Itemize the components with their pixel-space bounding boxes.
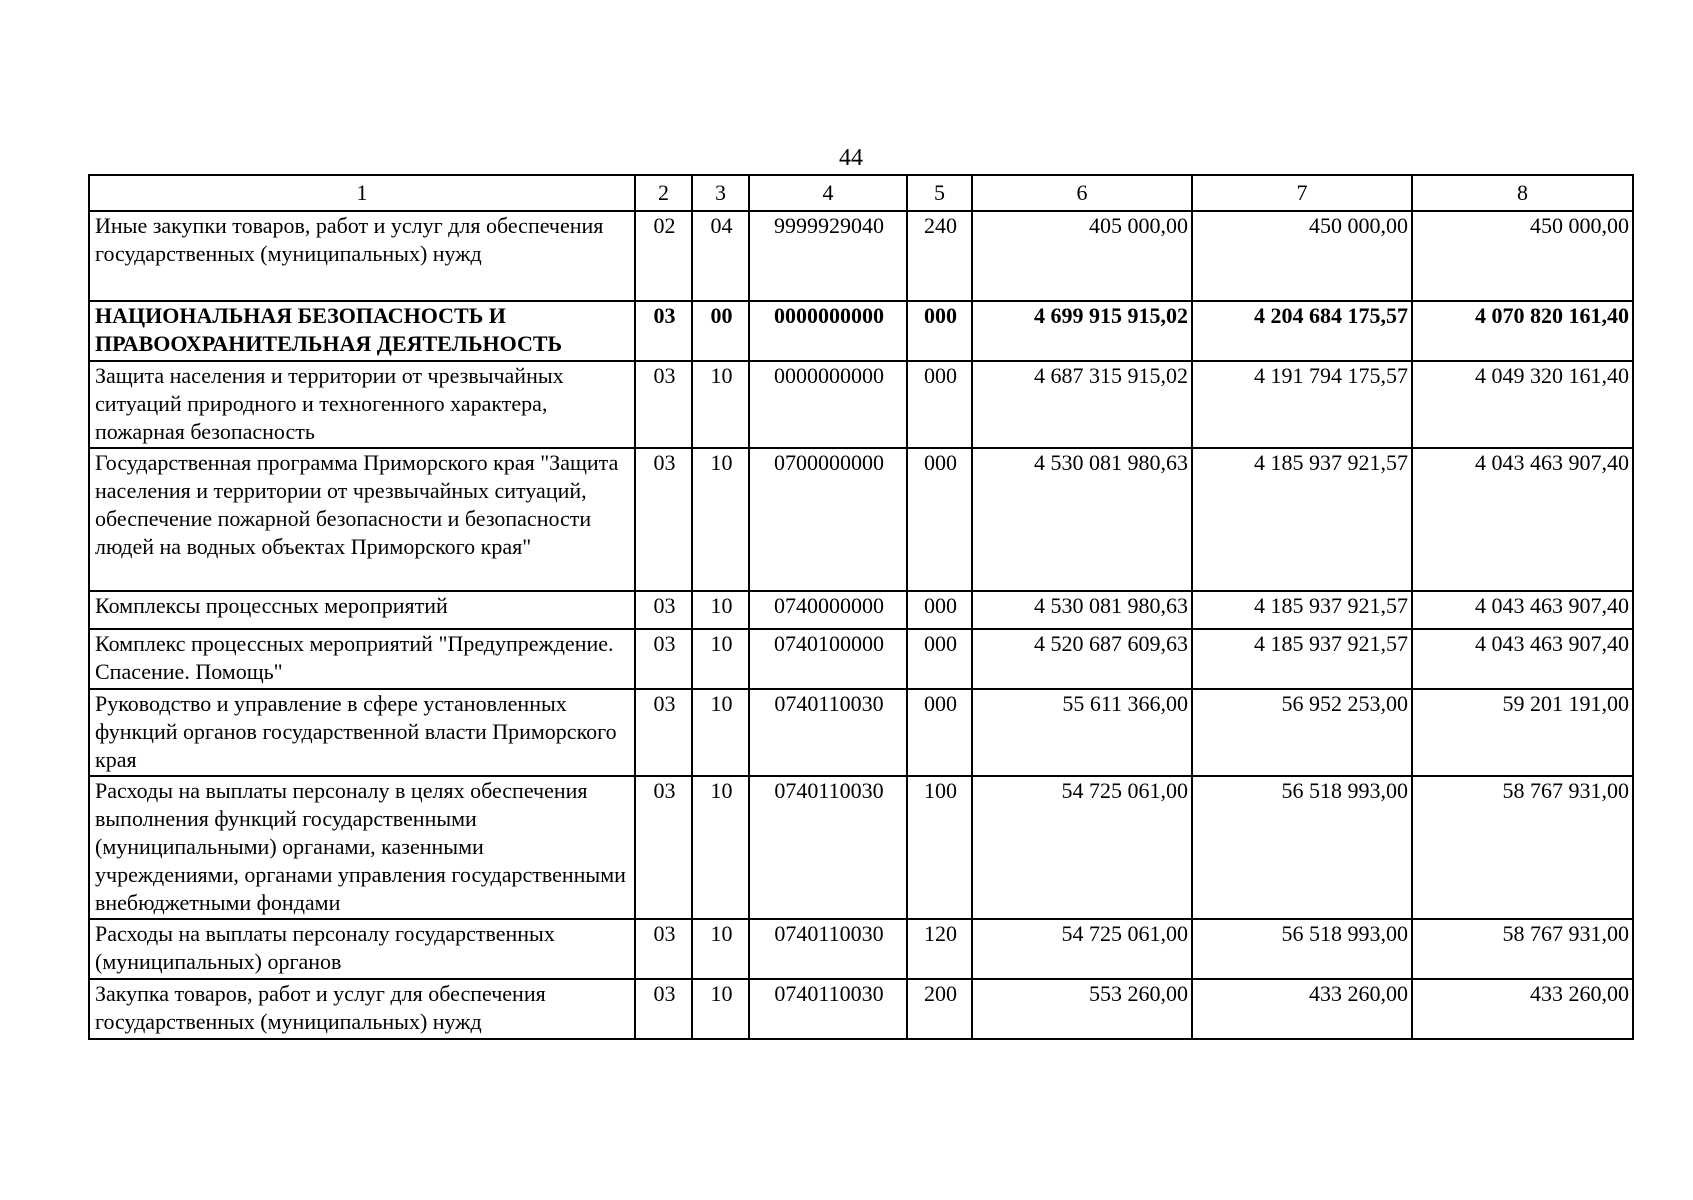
amount-year-2: 4 191 794 175,57: [1192, 361, 1412, 448]
expense-type-code: 000: [907, 448, 972, 591]
amount-year-2: 56 518 993,00: [1192, 776, 1412, 919]
target-item-code: 0740000000: [749, 591, 907, 629]
amount-year-2: 4 204 684 175,57: [1192, 301, 1412, 361]
column-number: 8: [1412, 175, 1633, 211]
amount-year-2: 4 185 937 921,57: [1192, 591, 1412, 629]
amount-year-1: 55 611 366,00: [972, 689, 1192, 776]
column-number: 6: [972, 175, 1192, 211]
expense-type-code: 000: [907, 361, 972, 448]
amount-year-1: 54 725 061,00: [972, 776, 1192, 919]
table-row: [89, 448, 1633, 591]
amount-year-3: 4 070 820 161,40: [1412, 301, 1633, 361]
expense-name: Комплекс процессных мероприятий "Предупреждение. Спасение. Помощь": [89, 629, 635, 689]
expense-name: Защита населения и территории от чрезвычайных ситуаций природного и техногенного характера, пожарная безопасность: [89, 361, 635, 448]
target-item-code: 9999929040: [749, 211, 907, 301]
target-item-code: 0740110030: [749, 979, 907, 1039]
expense-name: Государственная программа Приморского края "Защита населения и территории от чрезвычайных ситуаций, обеспечение пожарной безопасности и безопасности людей на водных объектах Приморского края": [89, 448, 635, 591]
page-number: 44: [839, 145, 863, 171]
amount-year-2: 56 952 253,00: [1192, 689, 1412, 776]
subsection-code: 10: [692, 689, 749, 776]
expense-type-code: 000: [907, 591, 972, 629]
section-code: 03: [635, 591, 692, 629]
section-code: 03: [635, 776, 692, 919]
subsection-code: 10: [692, 629, 749, 689]
amount-year-3: 450 000,00: [1412, 211, 1633, 301]
subsection-code: 04: [692, 211, 749, 301]
amount-year-3: 433 260,00: [1412, 979, 1633, 1039]
amount-year-3: 58 767 931,00: [1412, 919, 1633, 979]
expense-type-code: 200: [907, 979, 972, 1039]
amount-year-1: 4 520 687 609,63: [972, 629, 1192, 689]
amount-year-1: 54 725 061,00: [972, 919, 1192, 979]
expense-type-code: 100: [907, 776, 972, 919]
expense-name: Руководство и управление в сфере установленных функций органов государственной власти Приморского края: [89, 689, 635, 776]
table-row: [89, 776, 1633, 919]
column-number: 2: [635, 175, 692, 211]
target-item-code: 0740110030: [749, 919, 907, 979]
table-row: [89, 979, 1633, 1039]
section-code: 03: [635, 629, 692, 689]
subsection-code: 10: [692, 591, 749, 629]
column-number: 1: [89, 175, 635, 211]
expense-name: НАЦИОНАЛЬНАЯ БЕЗОПАСНОСТЬ И ПРАВООХРАНИТЕЛЬНАЯ ДЕЯТЕЛЬНОСТЬ: [89, 301, 635, 361]
subsection-code: 00: [692, 301, 749, 361]
table-row: [89, 211, 1633, 301]
amount-year-1: 4 530 081 980,63: [972, 591, 1192, 629]
subsection-code: 10: [692, 776, 749, 919]
amount-year-1: 405 000,00: [972, 211, 1192, 301]
expense-name: Расходы на выплаты персоналу в целях обеспечения выполнения функций государственными (муниципальными) органами, казенными учреждениями, органами управления государственными внебюджетными фондами: [89, 776, 635, 919]
amount-year-3: 4 049 320 161,40: [1412, 361, 1633, 448]
section-code: 03: [635, 979, 692, 1039]
amount-year-2: 56 518 993,00: [1192, 919, 1412, 979]
amount-year-1: 4 687 315 915,02: [972, 361, 1192, 448]
target-item-code: 0740110030: [749, 689, 907, 776]
expense-type-code: 000: [907, 689, 972, 776]
table-row: [89, 689, 1633, 776]
expense-type-code: 000: [907, 301, 972, 361]
table-row: [89, 301, 1633, 361]
expense-type-code: 120: [907, 919, 972, 979]
target-item-code: 0740100000: [749, 629, 907, 689]
amount-year-1: 4 699 915 915,02: [972, 301, 1192, 361]
target-item-code: 0000000000: [749, 301, 907, 361]
column-number: 5: [907, 175, 972, 211]
table-row: [89, 629, 1633, 689]
subsection-code: 10: [692, 361, 749, 448]
subsection-code: 10: [692, 979, 749, 1039]
subsection-code: 10: [692, 448, 749, 591]
amount-year-3: 4 043 463 907,40: [1412, 591, 1633, 629]
section-code: 03: [635, 689, 692, 776]
amount-year-2: 433 260,00: [1192, 979, 1412, 1039]
amount-year-3: 4 043 463 907,40: [1412, 629, 1633, 689]
section-code: 03: [635, 919, 692, 979]
column-number-row: [89, 175, 1633, 211]
amount-year-1: 4 530 081 980,63: [972, 448, 1192, 591]
subsection-code: 10: [692, 919, 749, 979]
section-code: 03: [635, 448, 692, 591]
budget-table: [88, 174, 1634, 1040]
amount-year-2: 4 185 937 921,57: [1192, 448, 1412, 591]
target-item-code: 0740110030: [749, 776, 907, 919]
target-item-code: 0700000000: [749, 448, 907, 591]
expense-name: Расходы на выплаты персоналу государственных (муниципальных) органов: [89, 919, 635, 979]
table-row: [89, 919, 1633, 979]
column-number: 3: [692, 175, 749, 211]
target-item-code: 0000000000: [749, 361, 907, 448]
column-number: 7: [1192, 175, 1412, 211]
table-row: [89, 591, 1633, 629]
section-code: 02: [635, 211, 692, 301]
amount-year-2: 4 185 937 921,57: [1192, 629, 1412, 689]
amount-year-1: 553 260,00: [972, 979, 1192, 1039]
expense-name: Комплексы процессных мероприятий: [89, 591, 635, 629]
expense-name: Закупка товаров, работ и услуг для обеспечения государственных (муниципальных) нужд: [89, 979, 635, 1039]
expense-type-code: 000: [907, 629, 972, 689]
expense-name: Иные закупки товаров, работ и услуг для обеспечения государственных (муниципальных) нужд: [89, 211, 635, 301]
table-row: [89, 361, 1633, 448]
column-number: 4: [749, 175, 907, 211]
section-code: 03: [635, 361, 692, 448]
section-code: 03: [635, 301, 692, 361]
amount-year-3: 4 043 463 907,40: [1412, 448, 1633, 591]
amount-year-3: 59 201 191,00: [1412, 689, 1633, 776]
expense-type-code: 240: [907, 211, 972, 301]
amount-year-3: 58 767 931,00: [1412, 776, 1633, 919]
amount-year-2: 450 000,00: [1192, 211, 1412, 301]
